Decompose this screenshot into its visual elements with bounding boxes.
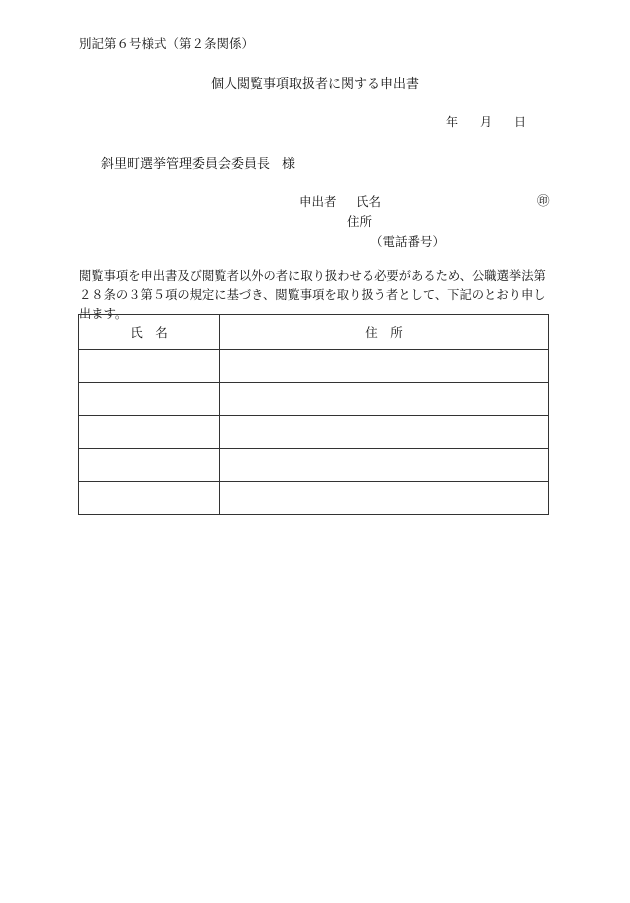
address-cell[interactable] [220,383,549,416]
table-row [79,383,549,416]
table-header-row [79,315,549,350]
document-title: 個人閲覧事項取扱者に関する申出書 [210,77,419,92]
date-month-label: 月 [479,115,492,129]
address-cell[interactable] [220,449,549,482]
address-cell[interactable] [220,350,549,383]
table-row [79,482,549,515]
applicant-phone-label: （電話番号） [370,234,446,249]
name-cell[interactable] [79,449,220,482]
name-cell[interactable] [79,350,220,383]
name-cell[interactable] [79,383,220,416]
form-number-label: 別記第６号様式（第２条関係） [79,36,255,51]
addressee-honorific: 様 [282,157,296,172]
date-line [446,113,526,130]
address-cell[interactable] [220,416,549,449]
body-text: 閲覧事項を申出書及び閲覧者以外の者に取り扱わせる必要があるため、公職選挙法第２８条の３第５項の規定に基づき、閲覧事項を取り扱う者として、下記のとおり申し出ます。 [79,269,546,321]
name-column-header: 氏 名 [79,315,220,350]
addressee-name: 斜里町選挙管理委員会委員長 [101,157,271,172]
applicant-name-label: 氏名 [356,194,382,209]
date-year-label: 年 [445,115,458,129]
applicant-address-label: 住所 [347,214,373,229]
address-cell[interactable] [220,482,549,515]
name-cell[interactable] [79,482,220,515]
address-column-header: 住 所 [220,315,549,350]
table-row [79,416,549,449]
name-cell[interactable] [79,416,220,449]
seal-mark: ㊞ [537,193,550,208]
applicant-label: 申出者 [299,194,337,209]
handler-table [78,314,549,515]
table-row [79,449,549,482]
table-row [79,350,549,383]
date-day-label: 日 [513,115,526,129]
addressee [101,153,295,172]
